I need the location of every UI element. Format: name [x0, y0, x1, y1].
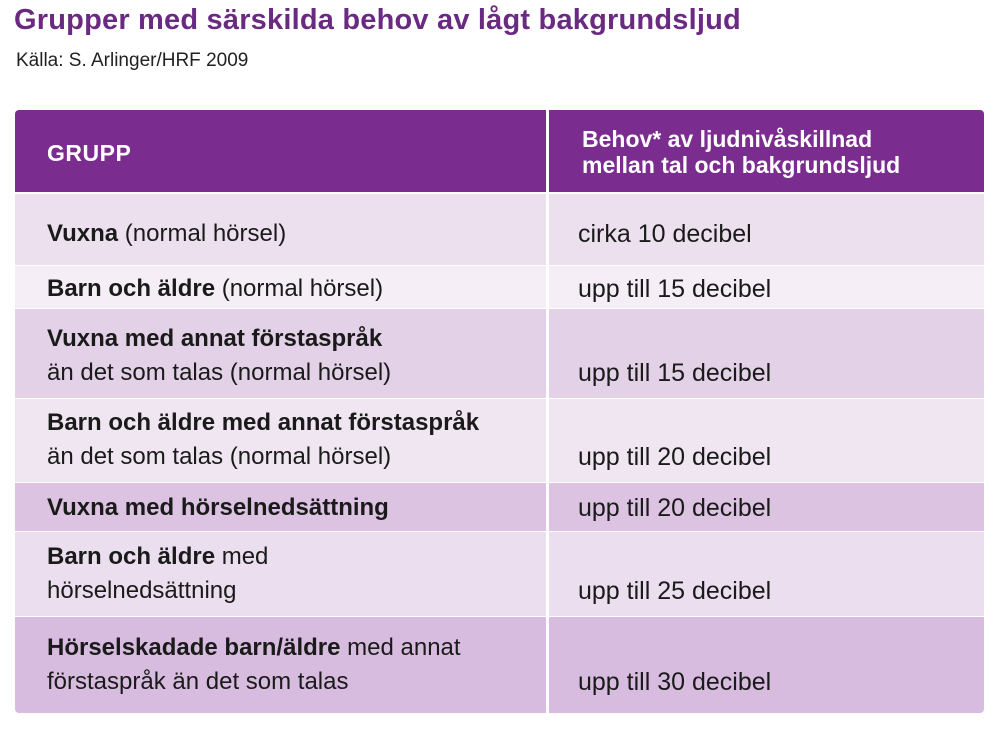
row-group-bold: Hörselskadade barn/äldre	[47, 634, 341, 661]
row-value: upp till 25 decibel	[578, 577, 772, 605]
row-group-bold: Vuxna	[47, 220, 119, 247]
column-divider	[546, 110, 549, 713]
header-need-line1: Behov* av ljudnivåskillnad	[582, 126, 873, 152]
row-group-bold: Barn och äldre med annat förstaspråk	[47, 409, 480, 436]
row-group-rest: än det som talas (normal hörsel)	[47, 359, 392, 386]
row-group	[47, 491, 542, 525]
row-group	[47, 406, 542, 474]
table-row	[15, 483, 984, 531]
source-caption: Källa: S. Arlinger/HRF 2009	[16, 50, 249, 71]
header-group: GRUPP	[47, 140, 132, 166]
row-value: upp till 15 decibel	[578, 275, 772, 303]
needs-table	[15, 110, 984, 713]
table-row	[15, 194, 984, 265]
row-value: cirka 10 decibel	[578, 220, 752, 248]
row-group-bold: Barn och äldre	[47, 543, 216, 570]
row-group-rest: än det som talas (normal hörsel)	[47, 443, 392, 470]
row-group	[47, 217, 542, 251]
row-group-bold: Vuxna med annat förstaspråk	[47, 325, 383, 352]
table-row	[15, 399, 984, 482]
table-row	[15, 532, 984, 616]
table-row	[15, 617, 984, 713]
page-title: Grupper med särskilda behov av lågt bakgrundsljud	[14, 4, 741, 36]
row-group-rest: (normal hörsel)	[215, 275, 384, 302]
row-value: upp till 20 decibel	[578, 494, 772, 522]
table-row	[15, 266, 984, 308]
header-need-line2: mellan tal och bakgrundsljud	[582, 152, 901, 178]
table-header	[15, 110, 984, 192]
row-group-rest: med annat förstaspråk än det som talas	[47, 634, 461, 695]
row-value: upp till 30 decibel	[578, 668, 772, 696]
row-group	[47, 540, 317, 608]
row-group	[47, 272, 542, 306]
table-row	[15, 309, 984, 398]
row-group-bold: Barn och äldre	[47, 275, 216, 302]
row-group-rest: med hörselnedsättning	[47, 543, 269, 604]
row-group	[47, 631, 527, 699]
row-group	[47, 322, 542, 390]
row-value: upp till 20 decibel	[578, 443, 772, 471]
row-group-rest: (normal hörsel)	[118, 220, 287, 247]
row-value: upp till 15 decibel	[578, 359, 772, 387]
row-group-bold: Vuxna med hörselnedsättning	[47, 494, 389, 521]
header-need	[582, 126, 982, 178]
